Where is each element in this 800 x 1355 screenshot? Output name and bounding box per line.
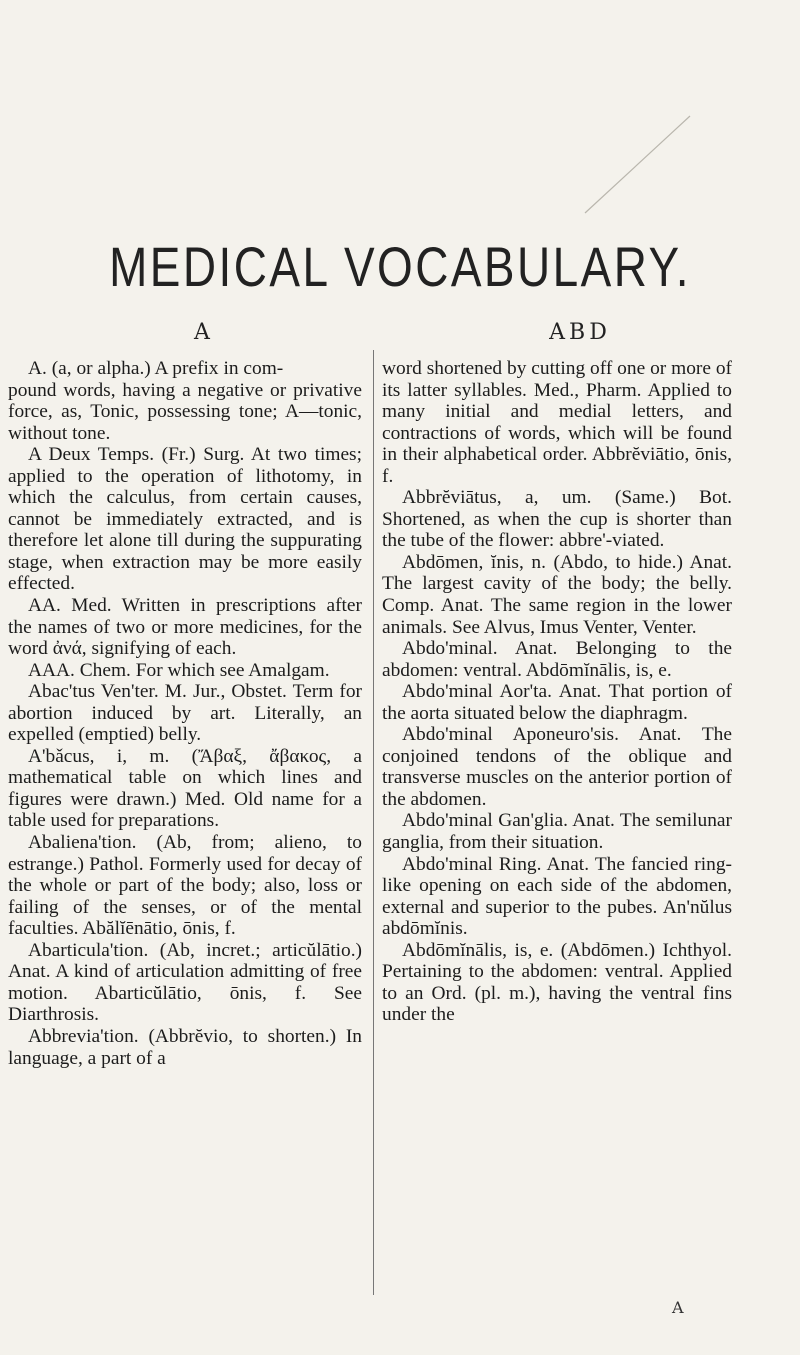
entry-text: AA. Med. Written in prescriptions after the names of two or more medicines, for the word ἀνά, signifying of each.	[8, 595, 362, 660]
catchword: A	[672, 1298, 684, 1317]
entry-a	[8, 358, 362, 380]
entry-text: Abdo'minal Aor'ta. Anat. That portion of the aorta situated below the diaphragm.	[382, 681, 732, 724]
entry-text: word shortened by cutting off one or more of its latter syllables. Med., Pharm. Applied to many initial and medial letters, and contractions of words, which will be found in their alphabetical order. Abbrĕviātio, ōnis, f.	[382, 358, 732, 487]
left-column-letter: A	[194, 320, 214, 345]
entry-a-cont	[8, 380, 362, 445]
pencil-stroke-mark	[565, 108, 715, 218]
entry-text: Abac'tus Ven'ter. M. Jur., Obstet. Term for abortion induced by art. Literally, an expelled (emptied) belly.	[8, 681, 362, 746]
entry-text: Abdo'minal Aponeuro'sis. Anat. The conjoined tendons of the oblique and transverse muscles on the anterior portion of the abdomen.	[382, 724, 732, 810]
entry-abdominal-aponeurosis	[382, 724, 732, 810]
entry-abdominal-aorta	[382, 681, 732, 724]
entry-text: AAA. Chem. For which see Amalgam.	[28, 659, 330, 681]
page-title: MEDICAL VOCABULARY.	[109, 235, 691, 298]
entry-aaa	[8, 660, 362, 682]
entry-abbreviation	[8, 1026, 362, 1069]
entry-abbreviation-cont	[382, 358, 732, 487]
entry-abdominal-ring	[382, 854, 732, 940]
entry-text: Abdo'minal Gan'glia. Anat. The semilunar ganglia, from their situation.	[382, 810, 732, 854]
entry-text: Abdōmĭnālis, is, e. (Abdōmen.) Ichthyol. Pertaining to the abdomen: ventral. Applied to an Ord. (pl. m.), having the ventral fins under the	[382, 939, 732, 1026]
entry-text: Abbrĕviātus, a, um. (Same.) Bot. Shortened, as when the cup is shorter than the tube of the flower: abbre'-viated.	[382, 487, 732, 552]
entry-abalienation	[8, 832, 362, 940]
column-divider	[373, 350, 374, 1295]
entry-text: pound words, having a negative or privative force, as, Tonic, possessing tone; A—tonic, without tone.	[8, 379, 362, 444]
entry-aa	[8, 595, 362, 660]
entry-text: Abdōmen, ĭnis, n. (Abdo, to hide.) Anat. The largest cavity of the body; the belly. Comp. Anat. The same region in the lower animals. See Alvus, Imus Venter, Venter.	[382, 551, 732, 638]
entry-abactus-venter	[8, 681, 362, 746]
entry-text: Abarticula'tion. (Ab, incret.; articŭlātio.) Anat. A kind of articulation admitting of free motion. Abarticŭlātio, ōnis, f. See Diarthrosis.	[8, 939, 362, 1026]
left-column	[8, 358, 362, 1069]
entry-abdominalis	[382, 940, 732, 1026]
entry-abdominal	[382, 638, 732, 681]
right-column-letters: ABD	[549, 320, 611, 345]
entry-text: Abaliena'tion. (Ab, from; alieno, to estrange.) Pathol. Formerly used for decay of the whole or part of the body; also, loss or failing of the senses, or of the mental faculties. Abălĭēnātio, ōnis, f.	[8, 832, 362, 940]
entry-a-deux-temps	[8, 444, 362, 595]
entry-text: A'bǎcus, i, m. (Ἄβαξ, ἄβακος, a mathematical table on which lines and figures were drawn.) Med. Old name for a table used for preparations.	[8, 745, 362, 832]
entry-abdominal-ganglia	[382, 810, 732, 853]
entry-text: Abbrevia'tion. (Abbrĕvio, to shorten.) In language, a part of a	[8, 1025, 362, 1069]
entry-abarticulation	[8, 940, 362, 1026]
entry-abacus	[8, 746, 362, 832]
right-column	[382, 358, 732, 1026]
entry-text: A. (a, or alpha.) A prefix in com-	[28, 358, 284, 379]
entry-text: A Deux Temps. (Fr.) Surg. At two times; applied to the operation of lithotomy, in which the calculus, from certain causes, cannot be immediately extracted, and is therefore let alone till during the suppurating stage, when extraction may be more easily effected.	[8, 444, 362, 595]
entry-abdomen	[382, 552, 732, 638]
entry-text: Abdo'minal. Anat. Belonging to the abdomen: ventral. Abdōmĭnālis, is, e.	[382, 638, 732, 681]
entry-abbreviatus	[382, 487, 732, 552]
entry-text: Abdo'minal Ring. Anat. The fancied ring-like opening on each side of the abdomen, external and superior to the pubes. An'nŭlus abdōmĭnis.	[382, 853, 732, 940]
